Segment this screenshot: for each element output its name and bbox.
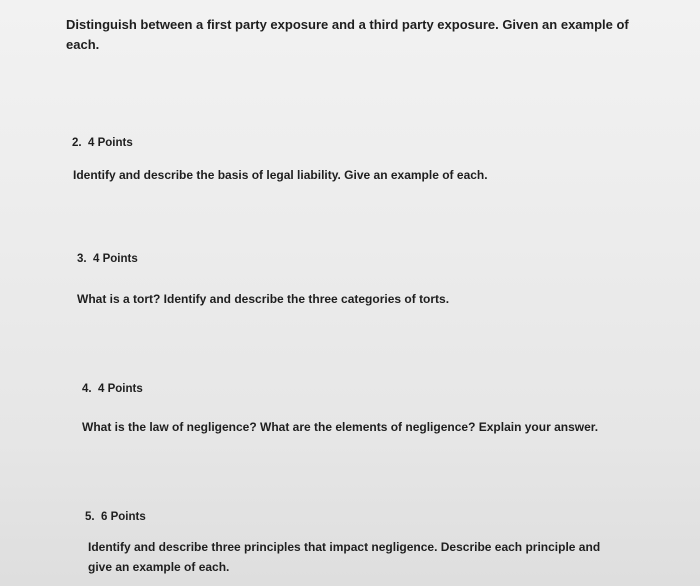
question-3-header	[77, 253, 138, 265]
question-4-points: 4 Points	[97, 383, 143, 395]
question-4-number: 4.	[82, 383, 92, 395]
question-3-number: 3.	[77, 253, 87, 265]
question-5-number: 5.	[85, 511, 95, 523]
question-5-text: Identify and describe three principles that impact negligence. Describe each principle and give an example of each.	[88, 540, 601, 574]
question-3-points: 4 Points	[92, 253, 138, 265]
question-3-text: What is a tort? Identify and describe the three categories of torts.	[77, 292, 450, 306]
question-5-points: 6 Points	[100, 511, 146, 523]
question-1-text: Distinguish between a first party exposure and a third party exposure. Given an example of each.	[66, 17, 629, 52]
question-2-points: 4 Points	[87, 137, 133, 149]
question-4-header	[82, 383, 143, 395]
question-4-text: What is the law of negligence? What are the elements of negligence? Explain your answer.	[82, 420, 599, 434]
question-5-header	[85, 511, 146, 523]
question-2-number: 2.	[72, 137, 82, 149]
question-2-header	[72, 137, 133, 149]
question-2-text: Identify and describe the basis of legal liability. Give an example of each.	[73, 168, 488, 182]
